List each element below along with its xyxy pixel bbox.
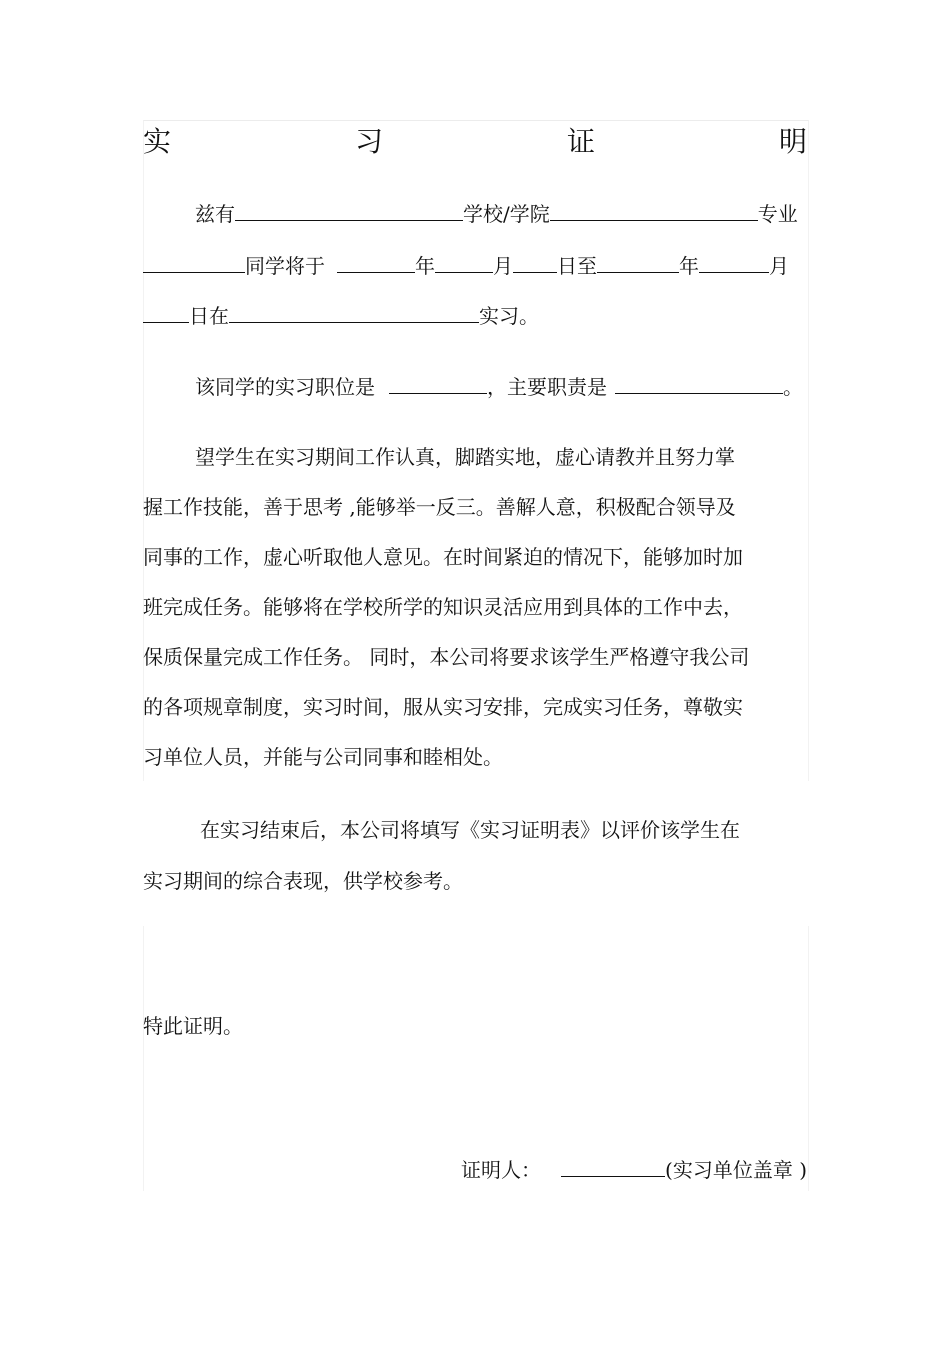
body-line: 保质保量完成工作任务。 同时，本公司将要求该学生严格遵守我公司 <box>143 645 750 669</box>
text: 。 <box>783 375 803 399</box>
start-month-blank[interactable] <box>435 250 493 273</box>
end-day-blank[interactable] <box>143 300 189 323</box>
seal-note: (实习单位盖章 ) <box>665 1158 807 1182</box>
body-text: 望学生在实习期间工作认真，脚踏实地，虚心请教并且努力掌 <box>195 445 735 469</box>
text: 学校/学院 <box>463 202 550 226</box>
title-char: 习 <box>354 125 383 158</box>
student-name-blank[interactable] <box>143 250 245 273</box>
closing-line <box>143 815 807 845</box>
end-month-blank[interactable] <box>699 250 769 273</box>
duties-blank[interactable] <box>615 371 783 394</box>
text: 年 <box>679 254 699 278</box>
title-char: 实 <box>143 125 172 158</box>
text: 同学将于 <box>245 254 325 278</box>
text: 兹有 <box>195 202 235 226</box>
company-blank[interactable] <box>229 300 479 323</box>
school-blank[interactable] <box>235 198 463 221</box>
text: 专业 <box>757 202 798 226</box>
fill-line-3 <box>143 300 807 331</box>
certify-text: 特此证明。 <box>143 1014 243 1038</box>
document-frame-lower <box>143 926 809 1191</box>
start-day-blank[interactable] <box>513 250 557 273</box>
start-year-blank[interactable] <box>337 250 415 273</box>
text: 年 <box>415 254 435 278</box>
document-title <box>143 122 807 162</box>
body-line <box>143 442 807 472</box>
body-line: 班完成任务。能够将在学校所学的知识灵活应用到具体的工作中去， <box>143 595 743 619</box>
title-char: 明 <box>778 125 807 158</box>
body-line: 同事的工作，虚心听取他人意见。在时间紧迫的情况下，能够加时加 <box>143 545 743 569</box>
fill-line-2 <box>143 250 807 281</box>
title-char: 证 <box>566 125 595 158</box>
signature-label: 证明人： <box>461 1158 542 1182</box>
text: 日至 <box>557 254 597 278</box>
text: 月 <box>493 254 513 278</box>
fill-line-1 <box>143 198 807 229</box>
text: 月 <box>769 254 789 278</box>
text: 该同学的实习职位是 <box>195 375 375 399</box>
text: 日在 <box>189 304 229 328</box>
major-blank[interactable] <box>550 198 758 221</box>
end-year-blank[interactable] <box>597 250 679 273</box>
text: 实习。 <box>479 304 539 328</box>
position-blank[interactable] <box>389 371 487 394</box>
position-line <box>143 371 807 402</box>
text: ，主要职责是 <box>487 375 607 399</box>
signature-line <box>143 1154 807 1185</box>
closing-line: 实习期间的综合表现，供学校参考。 <box>143 869 463 893</box>
body-line: 握工作技能，善于思考 ,能够举一反三。善解人意，积极配合领导及 <box>143 495 736 519</box>
body-line: 习单位人员，并能与公司同事和睦相处。 <box>143 745 503 769</box>
signature-blank[interactable] <box>561 1154 665 1177</box>
closing-text: 在实习结束后，本公司将填写《实习证明表》以评价该学生在 <box>200 818 740 842</box>
body-line: 的各项规章制度，实习时间，服从实习安排，完成实习任务，尊敬实 <box>143 695 743 719</box>
